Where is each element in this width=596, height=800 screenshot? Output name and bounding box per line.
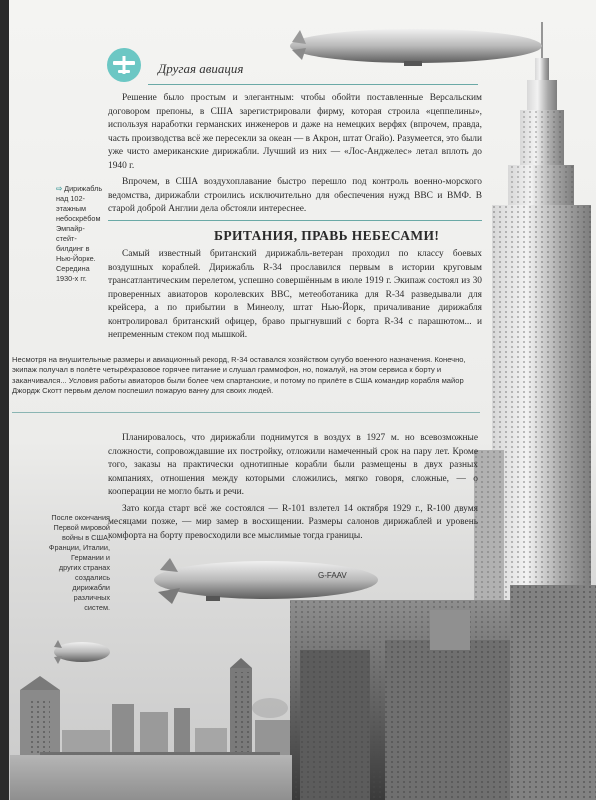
intro-paragraph: Решение было простым и элегантным: чтобы обойти поставленные Версальским договором препоны, в США зарегистрировали фирму, которая строила «цеппелины», используя наработки германских инженеров и даже на немецких верфях (впрочем, правда, часть производства всё же пересекли за океан — в Акрон, штат Огайо). Разумеется, это были уже чисто американские дирижабли. Лучший из них — «Лос-Анджелес» летал вплоть до 1940 г. bbox=[108, 93, 482, 171]
intro-text bbox=[108, 92, 482, 217]
r34-note: Несмотря на внушительные размеры и авиационный рекорд, R-34 оставался хозяйством сугубо военного назначения. Конечно, экипаж получал в полёте четырёхразовое горячее питание и слушал граммофон, но, пожалуй, на этом сервиса к борту и заканчивался... Условия работы авиаторов были более чем спартанские, и потому по прилёте в США командир корабля майор Джордж Скотт первым делом поспешил пожарую ванну для своих людей. bbox=[12, 355, 466, 395]
caption-empire-state bbox=[56, 184, 104, 284]
airship-registration: G-FAAV bbox=[318, 571, 347, 580]
britain-paragraph: Самый известный британский дирижабль-ветеран проходил по классу боевых воздушных кораблей. Дирижабль R-34 прославился первым в истории круговым трансатлантическим перелетом, успешно совершённым в июле 1919 г. Экипаж состоял из 30 проверенных авиаторов королевских ВВС, метеоботаника для R-34 разведывали для крейсера, а по прибытии в Минеолу, штат Нью-Йорк, причаливание дирижабля контролировал британский офицер, браво прыгнувший с борта R-34 с парашютом... и непременным стеком под мышкой. bbox=[108, 249, 482, 340]
airplane-icon bbox=[107, 48, 141, 82]
caption-text: После окончания Первой мировой войны в США, Франции, Италии, Германии и других странах создались дирижабли различных систем. bbox=[48, 513, 110, 612]
britain-text bbox=[108, 248, 482, 343]
caption-wwi-airships bbox=[48, 513, 110, 613]
caption-text: Дирижабль над 102-этажным небоскрёбом Эмпайр-стейт-билдинг в Нью-Йорке. Середина 1930-х гг. bbox=[56, 184, 103, 283]
section-title: Другая авиация bbox=[158, 61, 244, 76]
airship-small bbox=[54, 640, 110, 664]
r100-text bbox=[108, 432, 478, 543]
note-rule bbox=[12, 412, 480, 413]
airship-top bbox=[290, 29, 542, 66]
city-skyline-right bbox=[290, 585, 596, 800]
caption-arrow-icon: ⇨ bbox=[56, 184, 63, 193]
airship-r100 bbox=[154, 558, 378, 604]
r100-paragraph: Планировалось, что дирижабли поднимутся в воздух в 1927 м. но всевозможные сложности, сопровождавшие их постройку, отложили намеченный срок на пару лет. Кроме того, заказы на практически однотипные корабли были размещены в двух разных компаниях, отношения между которыми сложились, мягко говоря, сложные, — о кооперации не могло быть и речи. bbox=[108, 433, 478, 497]
r100-paragraph: Зато когда старт всё же состоялся — R-101 взлетел 14 октября 1929 г., R-100 двумя месяцами позже, — мир замер в восхищении. Размеры салонов дирижаблей и уровень комфорта на борту превосходили все мыслимые тогда границы. bbox=[108, 503, 478, 541]
intro-paragraph: Впрочем, в США воздухоплавание быстро перешло под контроль военно-морского ведомства, дирижабли строились исключительно для обеспечения нужд ВВС и ВМФ. В старой доброй Англии дела обстояли интереснее. bbox=[108, 177, 482, 214]
harbour-skyline bbox=[10, 658, 292, 800]
section-rule bbox=[148, 84, 478, 85]
heading-rule bbox=[108, 220, 482, 221]
britain-heading: БРИТАНИЯ, ПРАВЬ НЕБЕСАМИ! bbox=[214, 228, 440, 243]
